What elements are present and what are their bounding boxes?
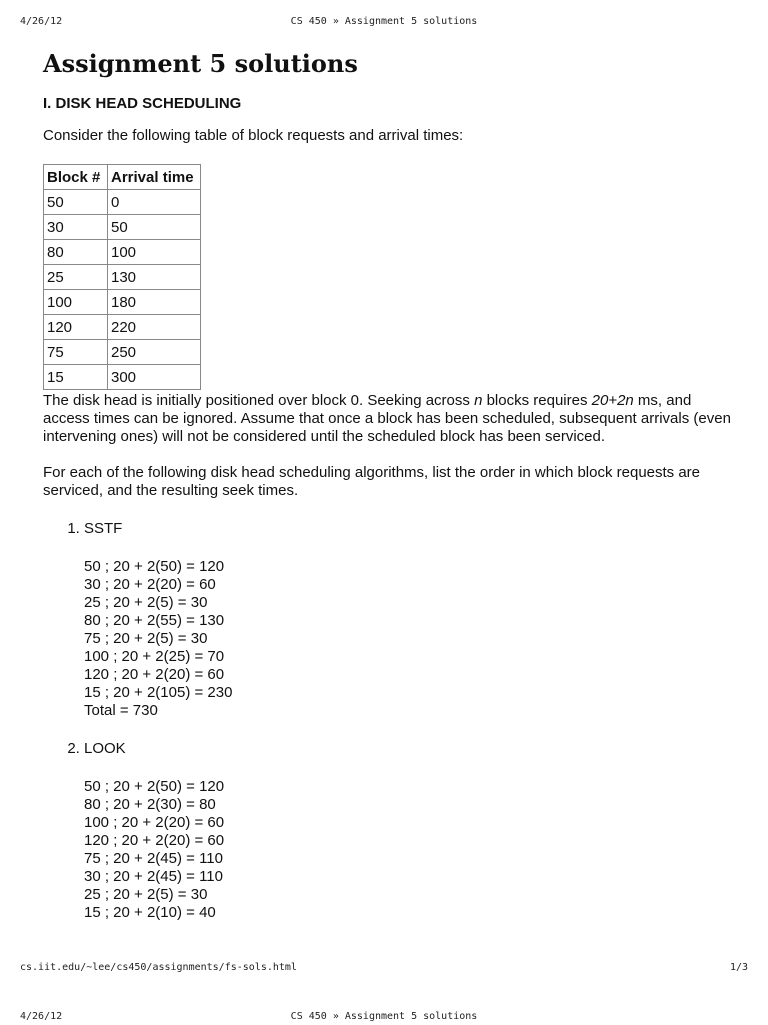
print-footer: [0, 962, 768, 976]
seek-line: 75 ; 20 + 2(45) = 110: [84, 850, 223, 867]
table-header-row: [44, 165, 201, 190]
seek-line: 15 ; 20 + 2(10) = 40: [84, 904, 216, 921]
cell-arrival: 180: [108, 290, 201, 315]
column-header-arrival: Arrival time: [108, 165, 201, 190]
cell-arrival: 130: [108, 265, 201, 290]
instructions-paragraph: For each of the following disk head scheduling algorithms, list the order in which block requests are serviced, and the resulting seek times.: [43, 464, 701, 499]
algorithm-name: 1. SSTF: [84, 520, 123, 537]
seek-line: 25 ; 20 + 2(5) = 30: [84, 594, 208, 611]
cell-arrival: 250: [108, 340, 201, 365]
seek-line: 50 ; 20 + 2(50) = 120: [84, 558, 225, 575]
cell-block: 25: [44, 265, 108, 290]
print-title: CS 450 » Assignment 5 solutions: [290, 16, 478, 27]
formula-text: 20+2: [591, 392, 626, 409]
document-content: [43, 48, 733, 922]
seek-line: 120 ; 20 + 2(20) = 60: [84, 832, 225, 849]
column-header-block: Block #: [44, 165, 108, 190]
print-title: CS 450 » Assignment 5 solutions: [290, 1011, 478, 1022]
table-row: [44, 190, 201, 215]
seek-line: 50 ; 20 + 2(50) = 120: [84, 778, 225, 795]
table-row: [44, 340, 201, 365]
list-item-look: [84, 740, 733, 922]
print-date: 4/26/12: [20, 16, 63, 27]
seek-lines: [84, 558, 733, 720]
seek-line: 15 ; 20 + 2(105) = 230: [84, 684, 233, 701]
page-number: 1/3: [729, 962, 748, 973]
cell-block: 100: [44, 290, 108, 315]
page-title: Assignment 5 solutions: [43, 49, 358, 78]
description-text: The disk head is initially positioned over block 0. Seeking across: [43, 392, 475, 409]
cell-arrival: 50: [108, 215, 201, 240]
requests-table: [43, 164, 201, 390]
cell-block: 80: [44, 240, 108, 265]
print-header: [0, 16, 768, 30]
variable-n: n: [474, 392, 483, 409]
next-page-header: [0, 1011, 768, 1025]
algorithm-list: [43, 520, 733, 922]
seek-line: 30 ; 20 + 2(20) = 60: [84, 576, 216, 593]
total-line: Total = 730: [84, 702, 158, 719]
table-row: [44, 265, 201, 290]
cell-arrival: 0: [108, 190, 201, 215]
print-date: 4/26/12: [20, 1011, 63, 1022]
cell-block: 50: [44, 190, 108, 215]
description-text: blocks requires: [482, 392, 592, 409]
cell-block: 15: [44, 365, 108, 390]
section-heading: I. DISK HEAD SCHEDULING: [43, 95, 242, 112]
seek-lines: [84, 778, 733, 922]
table-row: [44, 365, 201, 390]
formula-variable: n: [625, 392, 634, 409]
cell-arrival: 100: [108, 240, 201, 265]
table-row: [44, 290, 201, 315]
seek-line: 120 ; 20 + 2(20) = 60: [84, 666, 225, 683]
description-paragraph: [43, 392, 733, 446]
table-row: [44, 315, 201, 340]
cell-block: 30: [44, 215, 108, 240]
seek-line: 100 ; 20 + 2(25) = 70: [84, 648, 225, 665]
seek-line: 100 ; 20 + 2(20) = 60: [84, 814, 225, 831]
seek-line: 80 ; 20 + 2(30) = 80: [84, 796, 216, 813]
seek-formula: [592, 392, 634, 409]
cell-block: 120: [44, 315, 108, 340]
cell-arrival: 220: [108, 315, 201, 340]
list-item-sstf: [84, 520, 733, 720]
table-row: [44, 215, 201, 240]
intro-text: Consider the following table of block requests and arrival times:: [43, 127, 464, 144]
page-url: cs.iit.edu/~lee/cs450/assignments/fs-sols.html: [20, 962, 297, 973]
algorithm-name: 2. LOOK: [84, 740, 126, 757]
seek-line: 25 ; 20 + 2(5) = 30: [84, 886, 208, 903]
seek-line: 75 ; 20 + 2(5) = 30: [84, 630, 208, 647]
cell-block: 75: [44, 340, 108, 365]
seek-line: 30 ; 20 + 2(45) = 110: [84, 868, 223, 885]
seek-line: 80 ; 20 + 2(55) = 130: [84, 612, 225, 629]
description-text: ms, and access times can be ignored. Assume that once a block has been scheduled, subsequent arrivals (even intervening ones) will not be considered until the scheduled block has been serviced.: [43, 392, 731, 445]
table-row: [44, 240, 201, 265]
cell-arrival: 300: [108, 365, 201, 390]
